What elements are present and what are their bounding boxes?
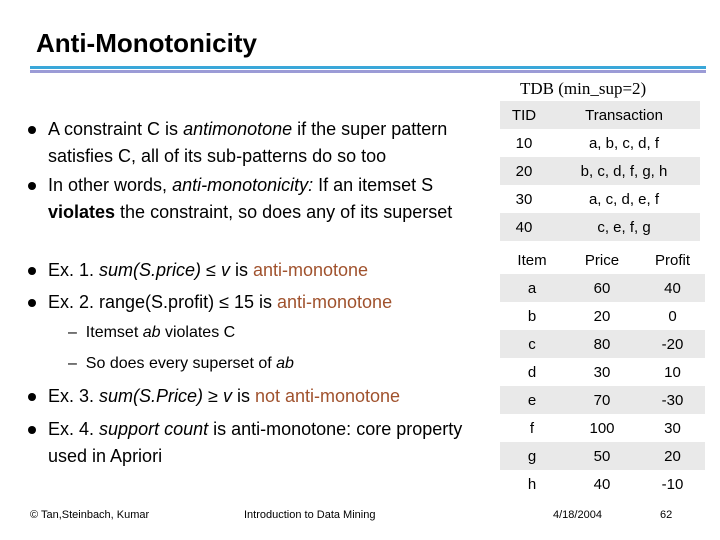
cell-profit: 0: [668, 307, 677, 325]
cell-price: 70: [593, 391, 611, 409]
bullet-3: Ex. 1. sum(S.price) ≤ v is anti-monotone: [28, 257, 498, 284]
cell-item: f: [529, 419, 535, 437]
header-profit: Profit: [654, 251, 690, 269]
title-rule: [30, 66, 706, 74]
header-item: Item: [517, 251, 547, 269]
table-row: [500, 330, 705, 358]
cell-item: h: [527, 475, 537, 493]
cell-profit: -10: [661, 475, 684, 493]
bullet-6: Ex. 4. support count is anti-monotone: core property used in Apriori: [28, 416, 498, 470]
cell-profit: 40: [664, 279, 681, 297]
slide-title: Anti-Monotonicity: [36, 28, 257, 58]
cell-price: 30: [593, 363, 611, 381]
sub-bullet-1: – Itemset ab violates C: [68, 324, 236, 341]
bullet-5: Ex. 3. sum(S.Price) ≥ v is not anti-monotone: [28, 383, 498, 410]
sub-bullet-2: – So does every superset of ab: [68, 355, 294, 372]
cell-price: 80: [593, 335, 611, 353]
bullet-2: In other words, anti-monotonicity: If an itemset S violates the constraint, so does any of its superset: [28, 172, 498, 226]
table-row: [500, 157, 700, 185]
bullet-dot-icon: [28, 299, 36, 307]
cell-item: b: [527, 307, 537, 325]
table-header-row: [500, 246, 705, 274]
cell-item: d: [527, 363, 537, 381]
cell-tid: 30: [515, 190, 533, 208]
cell-transaction: b, c, d, f, g, h: [580, 162, 668, 180]
cell-price: 50: [593, 447, 611, 465]
cell-profit: -20: [661, 335, 684, 353]
table-header-row: [500, 101, 700, 129]
cell-profit: 10: [664, 363, 681, 381]
cell-item: a: [527, 279, 537, 297]
cell-item: g: [527, 447, 537, 465]
table-row: [500, 414, 705, 442]
footer-date: 4/18/2004: [553, 509, 602, 521]
cell-item: e: [527, 391, 537, 409]
cell-tid: 20: [515, 162, 533, 180]
cell-price: 20: [593, 307, 611, 325]
table-row: [500, 442, 705, 470]
item-table: [500, 246, 705, 498]
table-row: [500, 213, 700, 241]
footer-course: Introduction to Data Mining: [244, 509, 376, 521]
tdb-caption: TDB (min_sup=2): [520, 79, 647, 98]
header-transaction: Transaction: [585, 106, 663, 124]
table-row: [500, 129, 700, 157]
cell-profit: 20: [664, 447, 681, 465]
cell-price: 60: [593, 279, 611, 297]
bullet-dot-icon: [28, 267, 36, 275]
cell-tid: 10: [515, 134, 533, 152]
table-row: [500, 386, 705, 414]
cell-price: 40: [593, 475, 611, 493]
cell-transaction: a, c, d, e, f: [588, 190, 660, 208]
cell-tid: 40: [515, 218, 533, 236]
bullet-dot-icon: [28, 426, 36, 434]
bullet-dot-icon: [28, 393, 36, 401]
cell-profit: 30: [664, 419, 681, 437]
table-row: [500, 358, 705, 386]
bullet-4: Ex. 2. range(S.profit) ≤ 15 is anti-monotone: [28, 289, 498, 316]
footer-page-number: 62: [660, 509, 673, 521]
header-tid: TID: [511, 106, 537, 124]
transaction-table: [500, 101, 700, 241]
table-row: [500, 185, 700, 213]
footer-copyright: © Tan,Steinbach, Kumar: [30, 509, 150, 521]
cell-profit: -30: [661, 391, 684, 409]
table-row: [500, 302, 705, 330]
bullet-dot-icon: [28, 126, 36, 134]
cell-item: c: [528, 335, 536, 353]
cell-transaction: a, b, c, d, f: [588, 134, 660, 152]
table-row: [500, 274, 705, 302]
cell-transaction: c, e, f, g: [597, 218, 651, 236]
bullet-1: A constraint C is antimonotone if the super pattern satisfies C, all of its sub-patterns do so too: [28, 116, 498, 170]
cell-price: 100: [589, 419, 615, 437]
header-price: Price: [584, 251, 620, 269]
table-row: [500, 470, 705, 498]
bullet-dot-icon: [28, 182, 36, 190]
